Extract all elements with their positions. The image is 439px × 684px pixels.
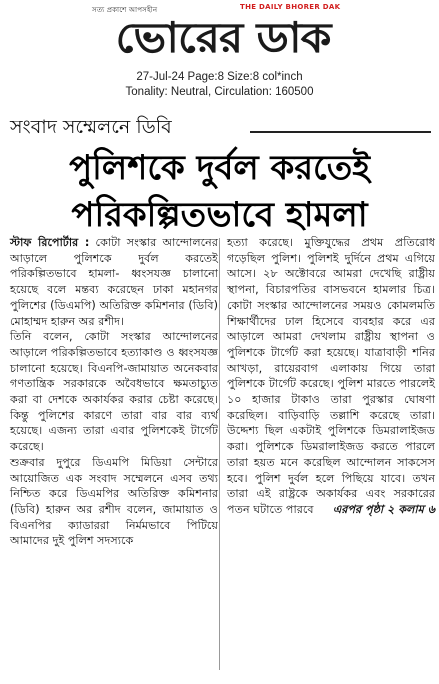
- article-paragraph: [227, 235, 435, 518]
- article-kicker: সংবাদ সম্মেলনে ডিবি: [10, 116, 172, 138]
- headline-line-1: পুলিশকে দুর্বল করতেই: [69, 148, 370, 188]
- article-paragraph: তিনি বলেন, কোটা সংস্কার আন্দোলনের আড়ালে পরিকল্পিতভাবে হত্যাকাণ্ড ও ধ্বংসযজ্ঞ চালানো হয়েছে। বিএনপি-জামায়াত অনেকবার গণতান্ত্রিক সরকারকে অবৈধভাবে ক্ষমতাচ্যুত করা বা দেশকে অকার্যকর করার চেষ্টা করেছে। কিন্তু পুলিশের কারণে তারা বার বার ব্যর্থ হয়েছে। এজন্য তারা এবার পুলিশকেই টার্গেট করেছে।: [10, 330, 218, 454]
- article-column-right: [227, 235, 435, 518]
- article-paragraph: [10, 235, 218, 329]
- byline: স্টাফ রিপোর্টার :: [10, 236, 90, 249]
- column-divider: [219, 238, 220, 670]
- clipping-meta-date: 27-Jul-24 Page:8 Size:8 col*inch: [136, 71, 303, 83]
- masthead: [0, 0, 439, 70]
- lead-text: কোটা সংস্কার আন্দোলনের আড়ালে পুলিশকে দুর্বল করতেই পরিকল্পিতভাবে হামলা- ধ্বংসযজ্ঞ চালানো হয়েছে বলে মন্তব্য করেছেন ঢাকা মহানগর পুলিশের (ডিএমপি) অতিরিক্ত কমিশনার (ডিবি) মোহাম্মদ হারুন অর রশীদ।: [10, 236, 218, 328]
- continued-text: হত্যা করেছে। মুক্তিযুদ্ধের প্রথম প্রতিরোধ গড়েছিল পুলিশ। পুলিশই দুর্দিনে প্রথম এগিয়ে আসে। ২৮ অক্টোবরে আমরা দেখেছি রাষ্ট্রীয় স্থাপনা, বিচারপতির বাসভবনে হামলার চিত্র। কোটা সংস্কার আন্দোলনের সময়ও কোমলমতি শিক্ষার্থীদের ঢাল হিসেবে ব্যবহার করে এর আড়ালে আমরা দেখলাম রাষ্ট্রীয় স্থাপনা ও পুলিশকে টার্গেট করা হয়েছে। যাত্রাবাড়ী শনির আখড়া, রায়েরবাগ এলাকায় গিয়ে তারা পুলিশকে টার্গেট করেছে। পুলিশ মারতে পারলেই ১০ হাজার টাকাও তারা পুরস্কার ঘোষণা করেছিল। বাড়িবাড়ি তল্লাশি করেছে তারা। উদ্দেশ্য ছিল একটাই পুলিশকে ডিমরালাইজড করা। পুলিশকে ডিমরালাইজড করতে পারলে তারা হয়ত মনে করেছিল আন্দোলন সাকসেস হবে। পুলিশ দুর্বল হলে পিছিয়ে যাবে। তখন তারা এই রাষ্ট্রকে অকার্যকর এবং সরকারের পতন ঘটাতে পারবে: [227, 236, 435, 516]
- article-paragraph: শুক্রবার দুপুরে ডিএমপি মিডিয়া সেন্টারে আয়োজিত এক সংবাদ সম্মেলনে এসব তথ্য নিশ্চিত করে ডিএমপির অতিরিক্ত কমিশনার (ডিবি) হারুন অর রশীদ বলেন, জামায়াত ও বিএনপির ক্যাডাররা নির্মমভাবে পিটিয়ে আমাদের দুই পুলিশ সদস্যকে: [10, 455, 218, 548]
- article-column-left: [10, 235, 218, 549]
- kicker-rule: [250, 131, 431, 133]
- jump-line: এরপর পৃষ্ঠা ২ কলাম ৬: [332, 502, 435, 516]
- newspaper-logo: ভোরের ডাক: [115, 13, 331, 62]
- masthead-english-name: THE DAILY BHORER DAK: [240, 3, 341, 11]
- masthead-tagline: সত্য প্রকাশে আপসহীন: [92, 6, 158, 14]
- headline-line-2: পরিকল্পিতভাবে হামলা: [71, 195, 368, 235]
- clipping-meta-tonality: Tonality: Neutral, Circulation: 160500: [125, 86, 314, 98]
